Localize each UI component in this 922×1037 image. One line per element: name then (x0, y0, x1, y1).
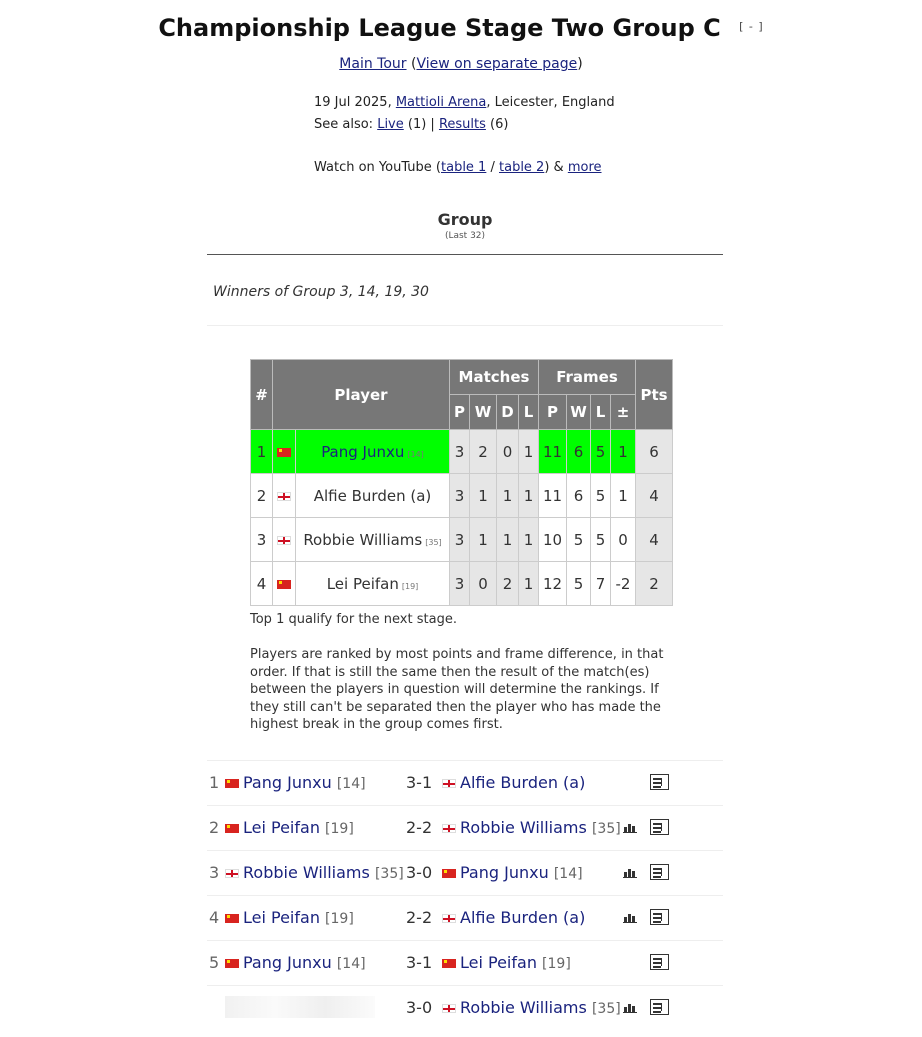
player-cell (296, 430, 450, 474)
header-matches-won: W (470, 395, 497, 430)
matches-mp-cell: 3 (450, 430, 470, 474)
points-cell: 2 (636, 562, 673, 606)
match-number: 2 (209, 818, 220, 837)
table2-link[interactable]: table 2 (499, 160, 545, 175)
match-score[interactable]: 2-2 (406, 818, 433, 837)
china-flag-icon (442, 869, 456, 878)
matches-mp-cell: 3 (450, 518, 470, 562)
date-venue: 19 Jul 2025, Mattioli Arena, Leicester, England (314, 95, 615, 110)
main-tour-link[interactable]: Main Tour (339, 56, 407, 72)
head-to-head-icon[interactable] (623, 1002, 637, 1013)
standings-row (251, 430, 673, 474)
header-points: Pts (636, 360, 673, 430)
player-seed: [35] (425, 537, 442, 547)
flag-cell (273, 474, 296, 518)
frames-fd-cell: -2 (611, 562, 636, 606)
frames-fl-cell: 5 (591, 518, 611, 562)
match-player1 (225, 953, 366, 972)
matches-ml-cell: 1 (519, 430, 539, 474)
player2-seed: [35] (591, 821, 621, 837)
china-flag-icon (225, 824, 239, 833)
match-list (207, 760, 723, 1030)
china-flag-icon (225, 914, 239, 923)
frames-fp-cell: 12 (539, 562, 567, 606)
head-to-head-icon[interactable] (623, 822, 637, 833)
winners-text: Winners of Group 3, 14, 19, 30 (213, 284, 429, 300)
player-name-link[interactable]: Robbie Williams (303, 530, 423, 549)
player-seed: [19] (401, 581, 419, 591)
player1-seed: [19] (325, 911, 354, 927)
frames-fl-cell: 5 (591, 430, 611, 474)
england-flag-icon (442, 824, 456, 833)
match-score[interactable]: 2-2 (406, 908, 433, 927)
match-score[interactable]: 3-1 (406, 773, 433, 792)
divider (207, 254, 723, 255)
player-name-link[interactable]: Lei Peifan (326, 574, 399, 593)
matches-mw-cell: 0 (470, 562, 497, 606)
header-matches: Matches (450, 360, 539, 395)
frames-fd-cell: 0 (611, 518, 636, 562)
match-player2 (442, 953, 571, 972)
england-flag-icon (225, 869, 239, 878)
standings-row (251, 562, 673, 606)
frames-fw-cell: 5 (567, 562, 591, 606)
rank-cell: 2 (251, 474, 273, 518)
matches-ml-cell: 1 (519, 518, 539, 562)
flag-cell (273, 562, 296, 606)
player1-name-link[interactable]: Pang Junxu (243, 773, 332, 792)
match-row (207, 805, 723, 850)
page-title (0, 14, 922, 42)
matches-md-cell: 2 (497, 562, 519, 606)
scoresheet-icon[interactable] (650, 819, 669, 835)
see-also: See also: Live (1) | Results (6) (314, 117, 509, 132)
matches-mp-cell: 3 (450, 562, 470, 606)
player2-seed: [35] (591, 1001, 621, 1017)
ranking-note: Players are ranked by most points and frame difference, in that order. If that is still the same then the result of the match(es) between the players in question will determine the rankings. If they still can't be separated then the player who has made the highest break in the group comes first. (250, 647, 664, 732)
china-flag-icon (225, 959, 239, 968)
player1-name-link[interactable]: Lei Peifan (243, 818, 320, 837)
player2-seed: [14] (553, 866, 583, 882)
points-cell: 4 (636, 474, 673, 518)
header-matches-drawn: D (497, 395, 519, 430)
match-number: 4 (209, 908, 220, 927)
match-player1 (225, 863, 404, 882)
player2-seed: [19] (542, 956, 571, 972)
group-subheading: (Last 32) (444, 231, 486, 241)
page-title-text: Championship League Stage Two Group C (158, 14, 721, 42)
collapse-toggle[interactable]: [ - ] (739, 20, 764, 33)
match-player1 (225, 773, 366, 792)
frames-fw-cell: 6 (567, 474, 591, 518)
header-frame-difference: ± (611, 395, 636, 430)
header-matches-played: P (450, 395, 470, 430)
scoresheet-icon[interactable] (650, 954, 669, 970)
results-link[interactable]: Results (438, 117, 486, 132)
scoresheet-icon[interactable] (650, 909, 669, 925)
match-row (207, 895, 723, 940)
group-header (207, 210, 723, 241)
frames-fl-cell: 5 (591, 474, 611, 518)
england-flag-icon (277, 536, 291, 545)
frames-fp-cell: 11 (539, 430, 567, 474)
china-flag-icon (277, 448, 291, 457)
matches-ml-cell: 1 (519, 474, 539, 518)
match-score[interactable]: 3-0 (406, 863, 433, 882)
scoresheet-icon[interactable] (650, 999, 669, 1015)
matches-md-cell: 0 (497, 430, 519, 474)
rank-cell: 3 (251, 518, 273, 562)
player-cell (296, 474, 450, 518)
header-matches-lost: L (519, 395, 539, 430)
header-player: Player (273, 360, 450, 430)
match-number: 3 (209, 863, 220, 882)
player-name-link[interactable]: Pang Junxu (321, 442, 405, 461)
match-score[interactable]: 3-1 (406, 953, 433, 972)
match-row (207, 760, 723, 805)
match-player2 (442, 818, 621, 837)
view-separate-link[interactable]: View on separate page (416, 56, 578, 72)
player1-name-link[interactable]: Lei Peifan (243, 908, 320, 927)
divider (207, 325, 723, 326)
scoresheet-icon[interactable] (650, 864, 669, 880)
flag-cell (273, 518, 296, 562)
frames-fw-cell: 6 (567, 430, 591, 474)
player2-name-link[interactable]: Alfie Burden (a) (460, 908, 586, 927)
player2-name-link[interactable]: Robbie Williams (460, 998, 587, 1017)
player-seed: [14] (407, 449, 424, 459)
live-link[interactable]: Live (377, 117, 404, 132)
player-cell (296, 518, 450, 562)
player1-seed: [14] (336, 956, 366, 972)
flag-cell (273, 430, 296, 474)
match-number: 1 (209, 773, 220, 792)
scoresheet-icon[interactable] (650, 774, 669, 790)
china-flag-icon (225, 779, 239, 788)
header-frames: Frames (539, 360, 636, 395)
frames-fd-cell: 1 (611, 430, 636, 474)
match-row (207, 985, 723, 1030)
head-to-head-icon[interactable] (623, 867, 637, 878)
player2-name-link[interactable]: Lei Peifan (460, 953, 537, 972)
header-frames-played: P (539, 395, 567, 430)
points-cell: 4 (636, 518, 673, 562)
more-link[interactable]: more (567, 160, 602, 175)
standings-row (251, 474, 673, 518)
player1-seed: [19] (325, 821, 354, 837)
england-flag-icon (442, 779, 456, 788)
match-player1 (225, 908, 354, 927)
frames-fd-cell: 1 (611, 474, 636, 518)
player1-name-link[interactable]: Pang Junxu (243, 953, 332, 972)
header-rank: # (251, 360, 273, 430)
match-player2 (442, 863, 583, 882)
player1-seed: [14] (336, 776, 366, 792)
england-flag-icon (442, 914, 456, 923)
venue-link[interactable]: Mattioli Arena (395, 95, 487, 110)
head-to-head-icon[interactable] (623, 912, 637, 923)
matches-mw-cell: 1 (470, 474, 497, 518)
tour-links: Main Tour (View on separate page) (339, 56, 583, 72)
matches-ml-cell: 1 (519, 562, 539, 606)
header-frames-won: W (567, 395, 591, 430)
qualify-note: Top 1 qualify for the next stage. (250, 612, 457, 627)
player2-name-link[interactable]: Alfie Burden (a) (460, 773, 586, 792)
china-flag-icon (277, 580, 291, 589)
group-heading: Group (437, 210, 493, 229)
match-player2 (442, 773, 585, 792)
england-flag-icon (442, 1004, 456, 1013)
player-name-link[interactable]: Alfie Burden (a) (313, 486, 432, 505)
frames-fp-cell: 11 (539, 474, 567, 518)
matches-mw-cell: 2 (470, 430, 497, 474)
match-player2 (442, 908, 585, 927)
player2-name-link[interactable]: Robbie Williams (460, 818, 587, 837)
player2-name-link[interactable]: Pang Junxu (460, 863, 549, 882)
header-frames-lost: L (591, 395, 611, 430)
rank-cell: 4 (251, 562, 273, 606)
frames-fp-cell: 10 (539, 518, 567, 562)
matches-md-cell: 1 (497, 518, 519, 562)
match-score[interactable]: 3-0 (406, 998, 433, 1017)
player1-seed: [35] (374, 866, 404, 882)
obscured-player (225, 996, 375, 1018)
player-cell (296, 562, 450, 606)
match-row (207, 940, 723, 985)
frames-fw-cell: 5 (567, 518, 591, 562)
points-cell: 6 (636, 430, 673, 474)
matches-mp-cell: 3 (450, 474, 470, 518)
match-number: 5 (209, 953, 220, 972)
match-player1 (225, 818, 354, 837)
matches-mw-cell: 1 (470, 518, 497, 562)
player1-name-link[interactable]: Robbie Williams (243, 863, 370, 882)
rank-cell: 1 (251, 430, 273, 474)
china-flag-icon (442, 959, 456, 968)
standings-table (250, 359, 673, 606)
youtube-links: Watch on YouTube (table 1 / table 2) & more (314, 160, 602, 175)
match-player2 (442, 998, 621, 1017)
table1-link[interactable]: table 1 (441, 160, 487, 175)
matches-md-cell: 1 (497, 474, 519, 518)
england-flag-icon (277, 492, 291, 501)
match-row (207, 850, 723, 895)
frames-fl-cell: 7 (591, 562, 611, 606)
standings-row (251, 518, 673, 562)
